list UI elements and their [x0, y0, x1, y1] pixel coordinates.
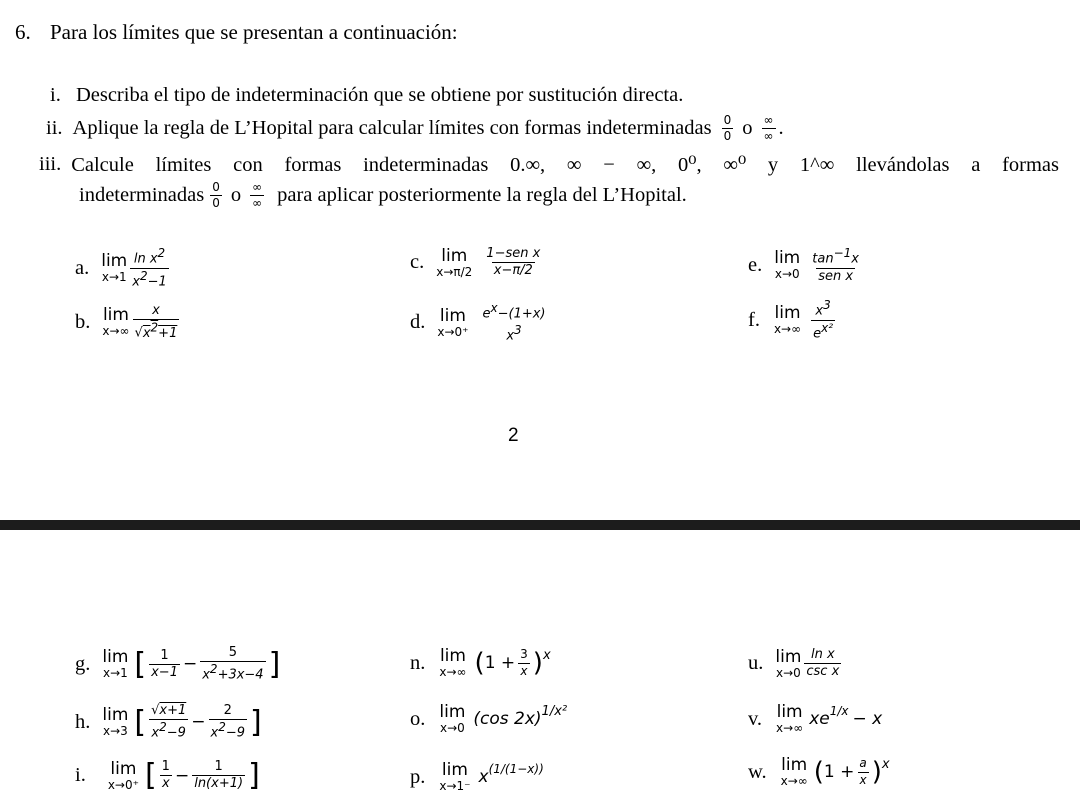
- exercise-f: [748, 299, 838, 341]
- limit-expression: 1 +: [823, 762, 855, 782]
- exercise-e: [748, 247, 864, 284]
- exercise-a: [75, 247, 172, 289]
- exercise-i: i. lim x→0⁺ [ $\frac{1}{x}$ − $\frac{1}{\ln(x+1)}$ ]: [75, 758, 260, 793]
- limit-operator: lim x→0: [774, 248, 801, 282]
- exercise-d: [410, 302, 551, 343]
- problem-heading: [15, 20, 458, 45]
- instruction-roman: iii.: [39, 153, 62, 175]
- exercise-label: w.: [748, 760, 767, 783]
- instruction-roman: i.: [50, 84, 61, 106]
- limit-operator: lim x→∞: [773, 303, 802, 337]
- limit-expression: $\frac{\text{1−sen x}}{x-\pi/2}$: [486, 246, 541, 279]
- exercise-label: d.: [410, 311, 426, 334]
- inf-over-inf: $\frac{\infty}{\infty}$: [252, 180, 263, 211]
- page-divider: [0, 520, 1080, 530]
- exercise-label: h.: [75, 710, 91, 733]
- inf-over-inf: $\frac{\infty}{\infty}$: [763, 113, 774, 144]
- zero-over-zero: $\frac{0}{0}$: [723, 113, 732, 144]
- zero-over-zero: $\frac{0}{0}$: [212, 180, 220, 211]
- limit-operator: lim x→∞: [439, 646, 467, 679]
- exercise-w: w. lim x→∞ ( 1 + $\frac{a}{x}$ ) $^x$: [748, 755, 890, 788]
- exercise-label: i.: [75, 764, 86, 786]
- limit-operator: lim x→∞: [780, 755, 808, 788]
- page-number: 2: [508, 425, 519, 446]
- exercise-label: b.: [75, 310, 91, 333]
- instruction-i: [50, 84, 683, 107]
- exercise-label: g.: [75, 652, 91, 675]
- exercise-u: [748, 648, 844, 680]
- limit-operator: lim x→0⁺: [107, 758, 139, 792]
- exercise-label: e.: [748, 253, 763, 276]
- exercise-label: a.: [75, 256, 90, 279]
- limit-expression: $\frac{√x+1}{x^2-9}$: [151, 703, 187, 741]
- limit-expression: (cos 2x): [473, 709, 542, 729]
- instruction-text: Calcule límites con formas indeterminadas 0.∞, ∞ − ∞, 0⁰, ∞⁰ y 1^∞ llevándolas a formas: [71, 154, 1059, 176]
- limit-expression: x: [478, 767, 489, 787]
- limit-expression: $\frac{1}{x}$: [161, 758, 170, 791]
- exercise-v: v. lim x→∞ xe $^{1/x}$ − x: [748, 702, 883, 735]
- limit-operator: lim x→1⁻: [439, 760, 471, 793]
- limit-operator: lim x→3: [102, 705, 129, 739]
- limit-operator: lim x→0⁺: [437, 305, 469, 339]
- exercise-label: u.: [748, 652, 764, 675]
- exercise-label: p.: [410, 765, 426, 788]
- exercise-p: p. lim x→1⁻ x $^{(1/(1-x))}$: [410, 760, 544, 793]
- limit-operator: lim x→1: [101, 251, 128, 285]
- limit-expression: $\frac{\tan^{-1}x}{\text{sen x}}$: [812, 246, 859, 284]
- exercise-label: o.: [410, 707, 426, 730]
- limit-operator: lim x→0: [439, 702, 466, 735]
- limit-expression: xe: [809, 709, 830, 729]
- instruction-text-3: para aplicar posteriormente la regla del L’Hopital.: [277, 184, 687, 207]
- exercise-label: c.: [410, 251, 425, 274]
- instruction-ii: ii. Aplique la regla de L’Hopital para calcular límites con formas indeterminadas $\frac{0}{0}$ o $\frac{\infty}{\infty}$ .: [46, 113, 784, 144]
- exercise-g: g. lim x→1 [ $\frac{1}{x-1}$ − $\frac{5}{x^2+3x-4}$ ]: [75, 645, 281, 683]
- exercise-c: [410, 247, 545, 279]
- limit-operator: lim x→∞: [102, 305, 130, 339]
- problem-title: Para los límites que se presentan a continuación:: [50, 20, 458, 44]
- limit-operator: lim x→1: [102, 647, 129, 681]
- limit-expression: $e^x-(1+x)$ $x^3$: [482, 301, 546, 343]
- problem-number: 6.: [15, 20, 31, 44]
- instruction-text: Aplique la regla de L’Hopital para calcular límites con formas indeterminadas: [72, 117, 712, 140]
- exercise-label: v.: [748, 707, 763, 730]
- exercise-label: n.: [410, 651, 426, 674]
- limit-operator: lim x→0: [775, 646, 802, 680]
- exercise-label: f.: [748, 308, 760, 331]
- exercise-b: [75, 304, 182, 341]
- instruction-iii: [39, 152, 1059, 210]
- instruction-roman: ii.: [46, 117, 63, 140]
- connector-or: o: [742, 117, 753, 140]
- instruction-text-2: indeterminadas: [79, 184, 205, 207]
- limit-operator: lim x→∞: [776, 702, 804, 735]
- limit-operator: lim x→π/2: [436, 245, 473, 279]
- limit-expression: $\frac{\ln x^2}{x^2-1}$: [132, 246, 167, 289]
- limit-expression: $\frac{x}{√x^2+1}$: [134, 303, 178, 341]
- connector-or: o: [230, 184, 242, 207]
- limit-expression: $\frac{1}{x-1}$: [151, 647, 178, 680]
- exercise-n: n. lim x→∞ ( 1 + $\frac{3}{x}$ ) $^x$: [410, 646, 551, 679]
- exercise-h: h. lim x→3 [ $\frac{√x+1}{x^2-9}$ − $\frac{2}{x^2-9}$ ]: [75, 703, 262, 741]
- instruction-text: Describa el tipo de indeterminación que se obtiene por sustitución directa.: [75, 84, 684, 106]
- limit-expression: $\frac{\text{ln x}}{\text{csc x}}$: [806, 647, 840, 680]
- exercise-o: o. lim x→0 (cos 2x) $^{1/x^2}$: [410, 702, 568, 735]
- limit-expression: 1 +: [484, 653, 516, 673]
- limit-expression: $\frac{x^3}{e^{x^2}}$: [813, 298, 834, 341]
